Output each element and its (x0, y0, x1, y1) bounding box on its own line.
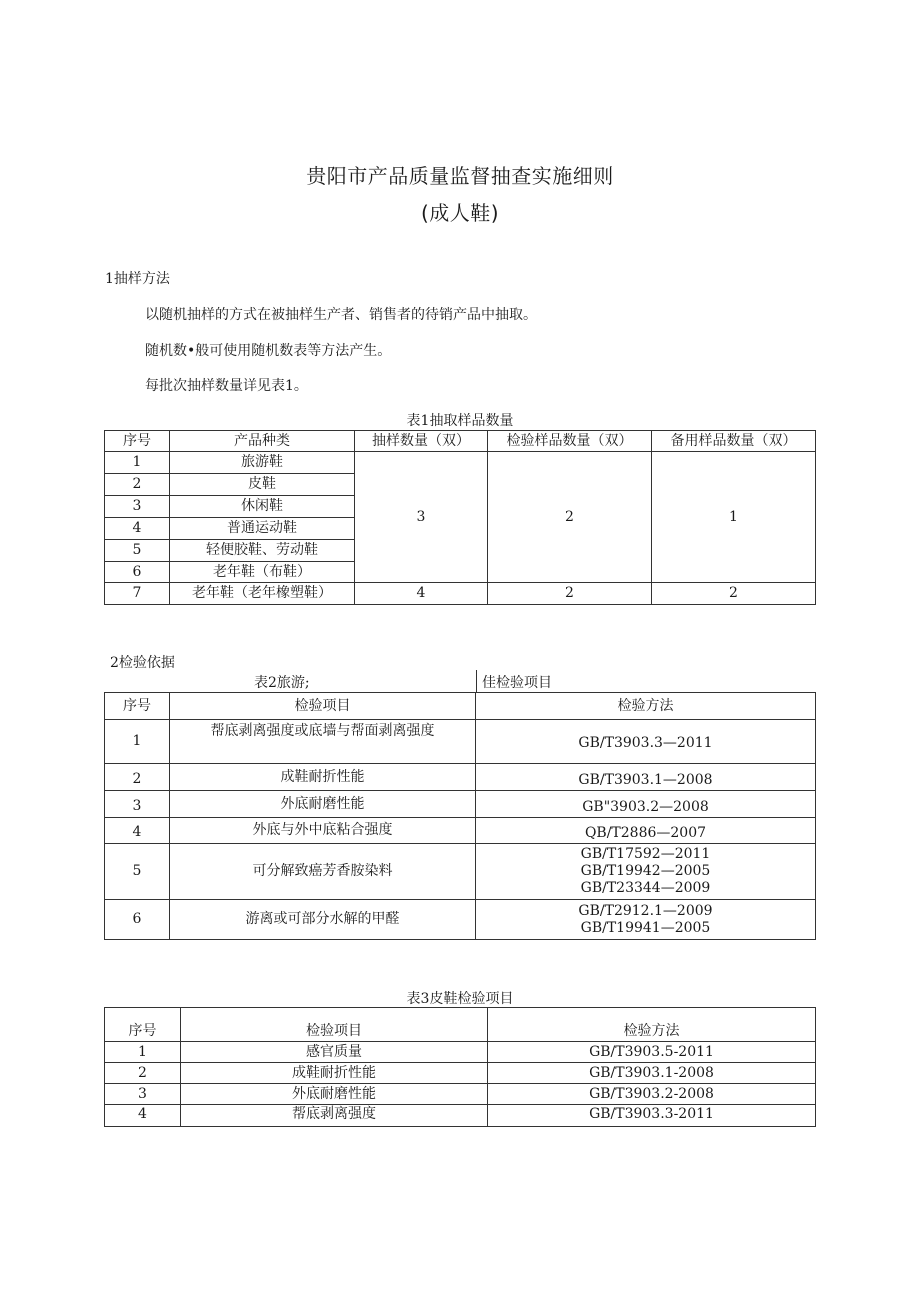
header-cell: 检验样品数量（双） (488, 431, 652, 452)
test-quantity: 2 (488, 452, 652, 583)
inspection-method: QB/T2886—2007 (476, 818, 816, 844)
inspection-item: 成鞋耐折性能 (170, 764, 476, 791)
sample-quantity: 3 (355, 452, 488, 583)
row-number: 1 (105, 1042, 181, 1063)
product-type: 皮鞋 (170, 474, 355, 496)
inspection-method: GB/T3903.1-2008 (488, 1063, 816, 1084)
sample-quantity: 4 (355, 583, 488, 605)
row-number: 3 (105, 1084, 181, 1105)
row-number: 6 (105, 900, 170, 940)
table3 (104, 1007, 816, 1127)
header-cell: 产品种类 (170, 431, 355, 452)
header-cell: 抽样数量（双） (355, 431, 488, 452)
header-cell: 序号 (105, 693, 170, 720)
inspection-method-list (476, 900, 816, 940)
paragraph: 每批次抽样数量详见表1。 (145, 378, 308, 394)
inspection-method: GB/T2912.1—2009 (578, 902, 713, 919)
table-row (105, 1063, 816, 1084)
table2 (104, 692, 816, 940)
inspection-item: 外底耐磨性能 (170, 791, 476, 818)
inspection-item: 可分解致癌芳香胺染料 (170, 844, 476, 900)
table3-caption: 表3皮鞋检验项目 (406, 991, 514, 1007)
product-type: 老年鞋（老年橡塑鞋） (170, 583, 355, 605)
caption-divider (476, 670, 477, 692)
row-number: 4 (105, 518, 170, 540)
inspection-item: 成鞋耐折性能 (181, 1063, 488, 1084)
product-type: 旅游鞋 (170, 452, 355, 474)
table-row (105, 818, 816, 844)
table-row (105, 1105, 816, 1127)
header-cell: 检验项目 (181, 1008, 488, 1042)
product-type: 休闲鞋 (170, 496, 355, 518)
row-number: 1 (105, 720, 170, 764)
table-row (105, 452, 816, 474)
paragraph: 随机数•般可使用随机数表等方法产生。 (145, 343, 392, 359)
header-cell: 检验项目 (170, 693, 476, 720)
header-cell: 序号 (105, 1008, 181, 1042)
section-1-heading: 1抽样方法 (105, 271, 170, 287)
inspection-item: 帮底剥离强度 (181, 1105, 488, 1127)
product-type: 轻便胶鞋、劳动鞋 (170, 540, 355, 562)
table-header-row (105, 693, 816, 720)
table1-caption: 表1抽取样品数量 (406, 413, 514, 429)
table2-caption-left: 表2旅游; (254, 675, 310, 691)
row-number: 5 (105, 844, 170, 900)
inspection-method: GB/T3903.5-2011 (488, 1042, 816, 1063)
inspection-method: GB/T3903.1—2008 (476, 764, 816, 791)
table-header-row (105, 1008, 816, 1042)
inspection-item: 外底与外中底粘合强度 (170, 818, 476, 844)
inspection-item: 外底耐磨性能 (181, 1084, 488, 1105)
inspection-item: 感官质量 (181, 1042, 488, 1063)
table-row (105, 720, 816, 764)
table-row (105, 583, 816, 605)
inspection-method: GB/T3903.3-2011 (488, 1105, 816, 1127)
header-cell: 备用样品数量（双） (652, 431, 816, 452)
inspection-method: GB/T3903.2-2008 (488, 1084, 816, 1105)
table-row (105, 1084, 816, 1105)
table-row (105, 900, 816, 940)
inspection-method: GB/T23344—2009 (580, 880, 711, 896)
product-type: 普通运动鞋 (170, 518, 355, 540)
row-number: 2 (105, 1063, 181, 1084)
spare-quantity: 1 (652, 452, 816, 583)
table-header-row (105, 431, 816, 452)
row-number: 3 (105, 791, 170, 818)
table1 (104, 430, 816, 605)
header-cell: 检验方法 (476, 693, 816, 720)
inspection-method: GB/T3903.3—2011 (476, 720, 816, 764)
inspection-item: 帮底剥离强度或底墙与帮面剥离强度 (170, 720, 476, 764)
section-2-heading: 2检验依据 (110, 655, 175, 671)
paragraph: 以随机抽样的方式在被抽样生产者、销售者的待销产品中抽取。 (145, 307, 537, 323)
inspection-method: GB/T19941—2005 (580, 919, 711, 936)
header-cell: 检验方法 (488, 1008, 816, 1042)
row-number: 3 (105, 496, 170, 518)
table-row (105, 764, 816, 791)
row-number: 2 (105, 764, 170, 791)
inspection-method-list (476, 844, 816, 900)
table-row (105, 1042, 816, 1063)
table-row (105, 844, 816, 900)
row-number: 2 (105, 474, 170, 496)
inspection-method: GB/T19942—2005 (580, 863, 711, 879)
row-number: 4 (105, 1105, 181, 1127)
page-subtitle: (成人鞋) (420, 201, 500, 225)
row-number: 7 (105, 583, 170, 605)
row-number: 1 (105, 452, 170, 474)
product-type: 老年鞋（布鞋） (170, 562, 355, 583)
inspection-method: GB/T17592—2011 (580, 846, 711, 862)
spare-quantity: 2 (652, 583, 816, 605)
header-cell: 序号 (105, 431, 170, 452)
page-title: 贵阳市产品质量监督抽查实施细则 (306, 164, 614, 188)
row-number: 5 (105, 540, 170, 562)
table-row (105, 791, 816, 818)
table2-caption-right: 佳检验项目 (482, 675, 552, 691)
test-quantity: 2 (488, 583, 652, 605)
row-number: 4 (105, 818, 170, 844)
row-number: 6 (105, 562, 170, 583)
inspection-method: GB"3903.2—2008 (476, 791, 816, 818)
inspection-item: 游离或可部分水解的甲醛 (170, 900, 476, 940)
